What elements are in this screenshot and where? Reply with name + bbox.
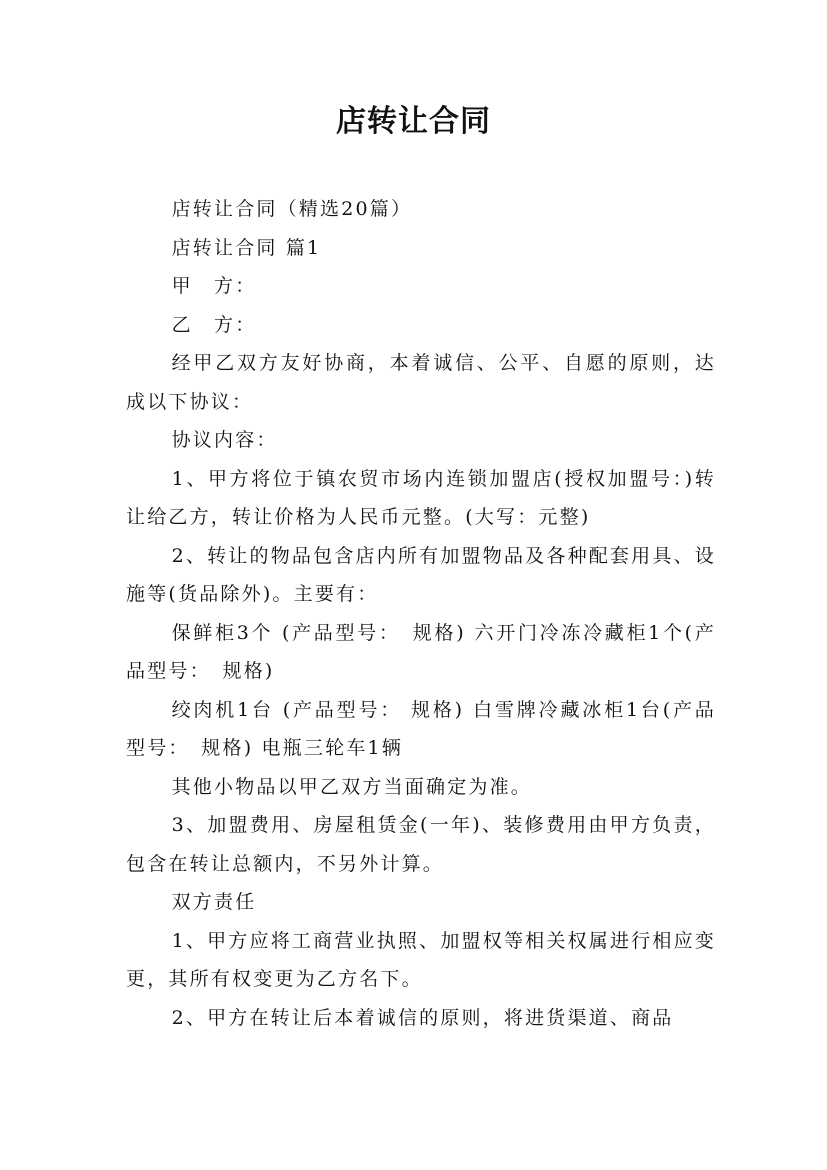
paragraph-agreement-content: 协议内容： <box>171 429 278 451</box>
document-body <box>126 190 716 1037</box>
paragraph-responsibility-2: 2、甲方在转让后本着诚信的原则，将进货渠道、商品 <box>171 1006 674 1029</box>
paragraph-equipment-1: 保鲜柜3个 (产品型号： 规格) 六开门冷冻冷藏柜1个(产品型号： 规格) <box>126 621 716 682</box>
paragraph-clause-1: 1、甲方将位于镇农贸市场内连锁加盟店(授权加盟号：)转让给乙方，转让价格为人民币元整。(大写：元整) <box>126 467 716 528</box>
paragraph-responsibility-1: 1、甲方应将工商营业执照、加盟权等相关权属进行相应变更，其所有权变更为乙方名下。 <box>126 929 716 990</box>
paragraph-other-items: 其他小物品以甲乙双方当面确定为准。 <box>171 775 532 798</box>
paragraph-equipment-2: 绞肉机1台 (产品型号： 规格) 白雪牌冷藏冰柜1台(产品型号： 规格) 电瓶三轮车1辆 <box>126 698 716 759</box>
document-title: 店转让合同 <box>336 104 491 139</box>
paragraph-clause-2: 2、转让的物品包含店内所有加盟物品及各种配套用具、设施等(货品除外)。主要有： <box>126 544 716 605</box>
paragraph-responsibilities-heading: 双方责任 <box>171 891 257 913</box>
paragraph-party-b: 乙 方： <box>171 313 257 336</box>
paragraph-clause-3: 3、加盟费用、房屋租赁金(一年)、装修费用由甲方负责，包含在转让总额内，不另外计算。 <box>126 814 716 875</box>
paragraph-heading-selection: 店转让合同（精选20篇） <box>171 198 413 220</box>
paragraph-preamble: 经甲乙双方友好协商，本着诚信、公平、自愿的原则，达成以下协议： <box>126 352 716 413</box>
paragraph-heading-part1: 店转让合同 篇1 <box>171 236 322 259</box>
paragraph-party-a: 甲 方： <box>171 275 257 297</box>
